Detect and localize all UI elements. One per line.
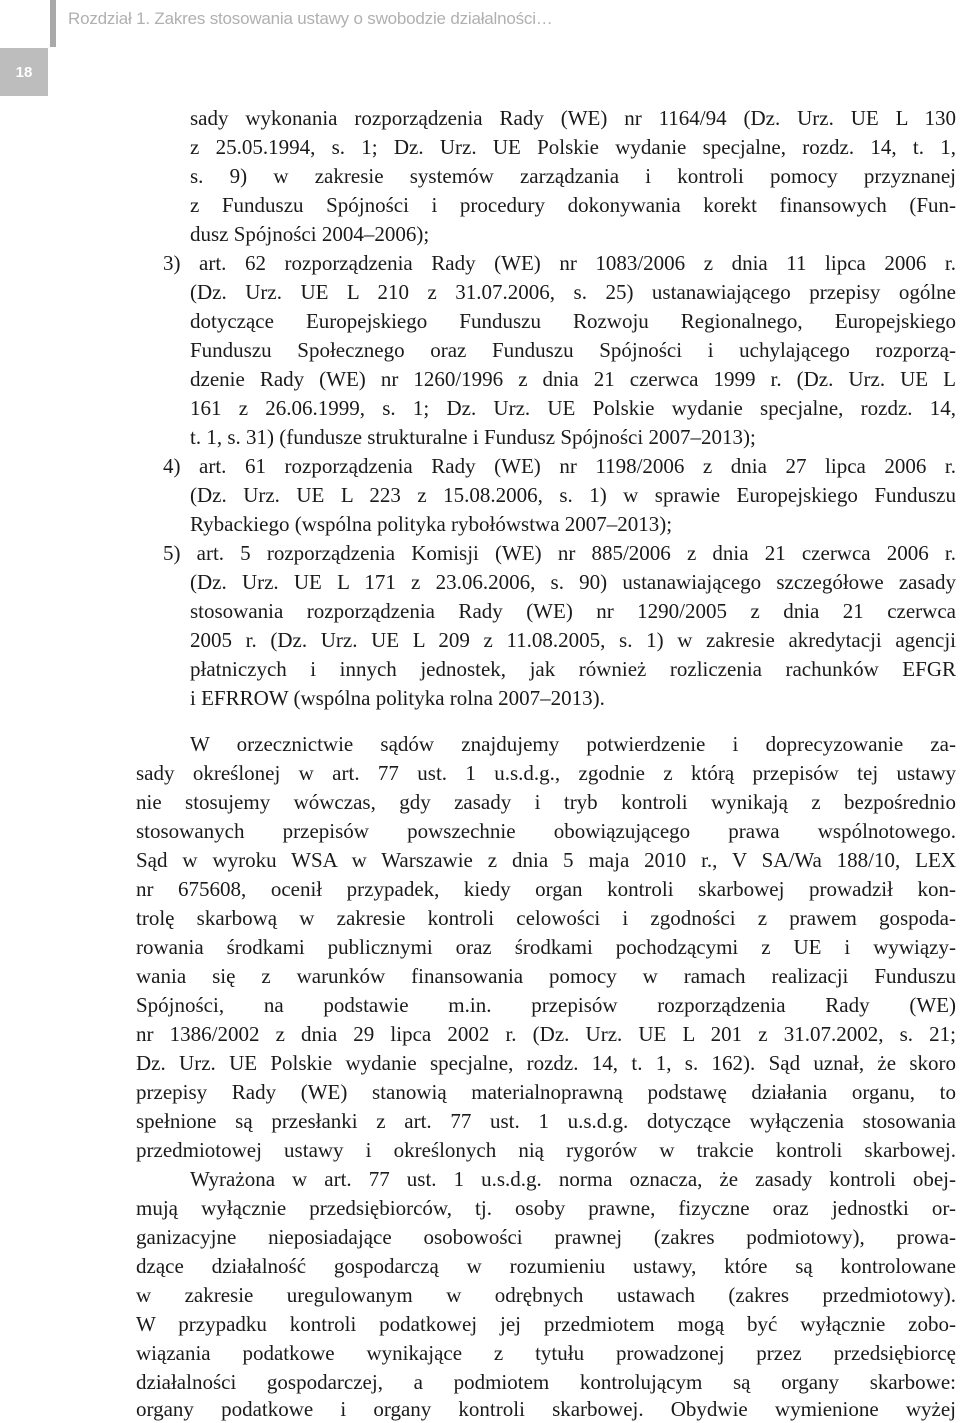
- text-line: (Dz. Urz. UE L 223 z 15.08.2006, s. 1) w sprawie Europejskiego Funduszu: [190, 483, 956, 507]
- text-line: s. 9) w zakresie systemów zarządzania i kontroli pomocy przyznanej: [190, 164, 956, 188]
- text-line: przepisy Rady (WE) stanowią materialnoprawną podstawę działania organu, to: [136, 1080, 956, 1104]
- text-line: dzące działalność gospodarczą w rozumieniu ustawy, które są kontrolowane: [136, 1254, 956, 1278]
- text-line: stosowania rozporządzenia Rady (WE) nr 1290/2005 z dnia 21 czerwca: [190, 599, 956, 623]
- text-line: nr 675608, ocenił przypadek, kiedy organ kontroli skarbowej prowadził kon-: [136, 877, 956, 901]
- text-line: Funduszu Społecznego oraz Funduszu Spójności i uchylającego rozporzą-: [190, 338, 956, 362]
- text-line: i EFRROW (wspólna polityka rolna 2007–2013).: [190, 686, 605, 710]
- text-line: 4) art. 61 rozporządzenia Rady (WE) nr 1198/2006 z dnia 27 lipca 2006 r.: [163, 454, 956, 478]
- text-line: z 25.05.1994, s. 1; Dz. Urz. UE Polskie wydanie specjalne, rozdz. 14, t. 1,: [190, 135, 956, 159]
- text-line: ganizacyjne nieposiadające osobowości prawnej (zakres podmiotowy), prowa-: [136, 1225, 956, 1249]
- text-line: trolę skarbową w zakresie kontroli celowości i zgodności z prawem gospoda-: [136, 906, 956, 930]
- text-line: przedmiotowej ustawy i określonych nią rygorów w trakcie kontroli skarbowej.: [136, 1138, 956, 1162]
- text-line: mują wyłącznie przedsiębiorców, tj. osoby prawne, fizyczne oraz jednostki or-: [136, 1196, 956, 1220]
- text-line: dzenie Rady (WE) nr 1260/1996 z dnia 21 czerwca 1999 r. (Dz. Urz. UE L: [190, 367, 956, 391]
- text-line: sady określonej w art. 77 ust. 1 u.s.d.g., zgodnie z którą przepisów tej ustawy: [136, 761, 956, 785]
- text-line: Sąd w wyroku WSA w Warszawie z dnia 5 maja 2010 r., V SA/Wa 188/10, LEX: [136, 848, 956, 872]
- text-line: t. 1, s. 31) (fundusze strukturalne i Fundusz Spójności 2007–2013);: [190, 425, 756, 449]
- text-line: wiązania podatkowe wynikające z tytułu prowadzonej przez przedsiębiorcę: [136, 1341, 956, 1365]
- text-line: Spójności, na podstawie m.in. przepisów rozporządzenia Rady (WE): [136, 993, 956, 1017]
- page-number: 18: [15, 63, 33, 81]
- text-line: dusz Spójności 2004–2006);: [190, 222, 430, 246]
- text-line: 161 z 26.06.1999, s. 1; Dz. Urz. UE Polskie wydanie specjalne, rozdz. 14,: [190, 396, 956, 420]
- running-header: Rozdział 1. Zakres stosowania ustawy o swobodzie działalności…: [68, 9, 553, 28]
- text-line: płatniczych i innych jednostek, jak również rozliczenia rachunków EFGR: [190, 657, 956, 681]
- text-line: z Funduszu Spójności i procedury dokonywania korekt finansowych (Fun-: [190, 193, 956, 217]
- text-line: 3) art. 62 rozporządzenia Rady (WE) nr 1083/2006 z dnia 11 lipca 2006 r.: [163, 251, 956, 275]
- text-line: sady wykonania rozporządzenia Rady (WE) nr 1164/94 (Dz. Urz. UE L 130: [190, 106, 956, 130]
- header-rule: [50, 0, 56, 47]
- text-line: rowania środkami publicznymi oraz środkami pochodzącymi z UE i wywiązy-: [136, 935, 956, 959]
- text-line: wania się z warunków finansowania pomocy w ramach realizacji Funduszu: [136, 964, 956, 988]
- text-line: 5) art. 5 rozporządzenia Komisji (WE) nr 885/2006 z dnia 21 czerwca 2006 r.: [163, 541, 956, 565]
- text-line: (Dz. Urz. UE L 210 z 31.07.2006, s. 25) ustanawiającego przepisy ogólne: [190, 280, 956, 304]
- text-line: dotyczące Europejskiego Funduszu Rozwoju Regionalnego, Europejskiego: [190, 309, 956, 333]
- text-line: Rybackiego (wspólna polityka rybołówstwa 2007–2013);: [190, 512, 673, 536]
- page-number-box: [0, 48, 48, 96]
- text-line: Dz. Urz. UE Polskie wydanie specjalne, rozdz. 14, t. 1, s. 162). Sąd uznał, że skoro: [136, 1051, 956, 1075]
- text-line: nie stosujemy wówczas, gdy zasady i tryb kontroli wynikają z bezpośrednio: [136, 790, 956, 814]
- text-line: w zakresie uregulowanym w odrębnych ustawach (zakres przedmiotowy).: [136, 1283, 956, 1307]
- text-line: W przypadku kontroli podatkowej jej przedmiotem mogą być wyłącznie zobo-: [136, 1312, 956, 1336]
- text-line: stosowanych przepisów powszechnie obowiązującego prawa wspólnotowego.: [136, 819, 956, 843]
- text-line: Wyrażona w art. 77 ust. 1 u.s.d.g. norma oznacza, że zasady kontroli obej-: [190, 1167, 956, 1191]
- text-line: spełnione są przesłanki z art. 77 ust. 1 u.s.d.g. dotyczące wyłączenia stosowania: [136, 1109, 956, 1133]
- text-line: 2005 r. (Dz. Urz. UE L 209 z 11.08.2005, s. 1) w zakresie akredytacji agencji: [190, 628, 956, 652]
- text-line: (Dz. Urz. UE L 171 z 23.06.2006, s. 90) ustanawiającego szczegółowe zasady: [190, 570, 956, 594]
- text-line: organy podatkowe i organy kontroli skarbowej. Obydwie wymienione wyżej: [136, 1397, 956, 1421]
- text-line: działalności gospodarczej, a podmiotem kontrolującym są organy skarbowe:: [136, 1370, 956, 1394]
- text-line: W orzecznictwie sądów znajdujemy potwierdzenie i doprecyzowanie za-: [190, 732, 956, 756]
- text-line: nr 1386/2002 z dnia 29 lipca 2002 r. (Dz. Urz. UE L 201 z 31.07.2002, s. 21;: [136, 1022, 956, 1046]
